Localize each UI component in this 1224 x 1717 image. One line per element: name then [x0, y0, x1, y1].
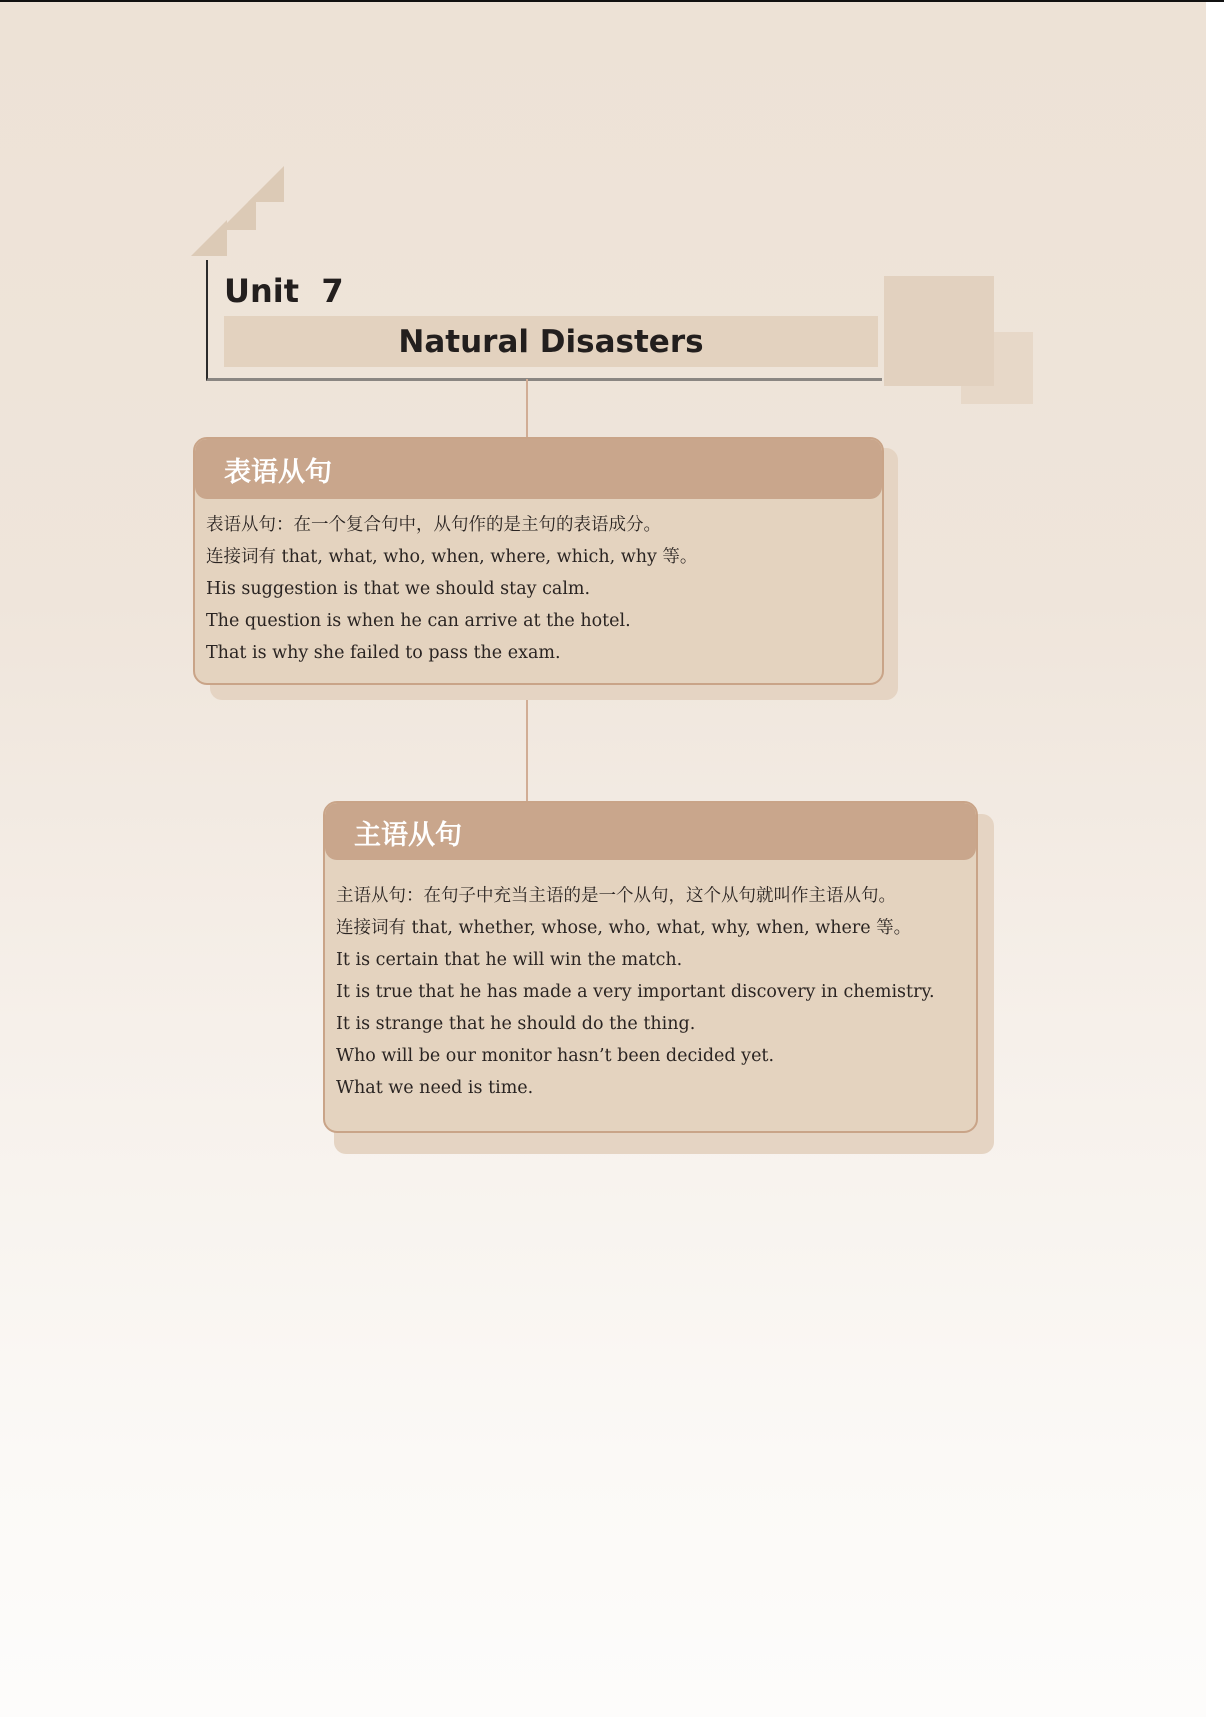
card-line: 主语从句：在句子中充当主语的是一个从句，这个从句就叫作主语从句。 — [336, 886, 896, 906]
card-predicative-clause — [193, 437, 884, 685]
connector-line-2 — [526, 682, 528, 802]
card-line: That is why she failed to pass the exam. — [206, 643, 561, 663]
card-line: The question is when he can arrive at the hotel. — [206, 611, 631, 631]
card-line: What we need is time. — [336, 1078, 534, 1098]
card-line: 连接词有 that, whether, whose, who, what, why, when, where 等。 — [336, 918, 912, 938]
card-line: 表语从句：在一个复合句中，从句作的是主句的表语成分。 — [206, 515, 661, 535]
card-line: It is certain that he will win the match. — [336, 950, 683, 970]
card-line: 连接词有 that, what, who, when, where, which, why 等。 — [206, 547, 698, 567]
card-line: Who will be our monitor hasn’t been decided yet. — [336, 1046, 775, 1066]
card-subject-clause — [323, 801, 978, 1133]
decor-square-front — [884, 276, 994, 386]
unit-label: Unit 7 — [224, 272, 344, 310]
card-body — [206, 509, 697, 669]
card-heading: 表语从句 — [224, 457, 332, 488]
card-body — [336, 880, 935, 1104]
card-line: His suggestion is that we should stay calm. — [206, 579, 591, 599]
page-title: Natural Disasters — [398, 324, 704, 360]
card-line: It is true that he has made a very important discovery in chemistry. — [336, 982, 935, 1002]
connector-line-1 — [526, 379, 528, 441]
card-line: It is strange that he should do the thing. — [336, 1014, 696, 1034]
page — [0, 2, 1206, 1717]
card-heading: 主语从句 — [354, 820, 462, 851]
decor-triangle-3 — [191, 220, 227, 256]
